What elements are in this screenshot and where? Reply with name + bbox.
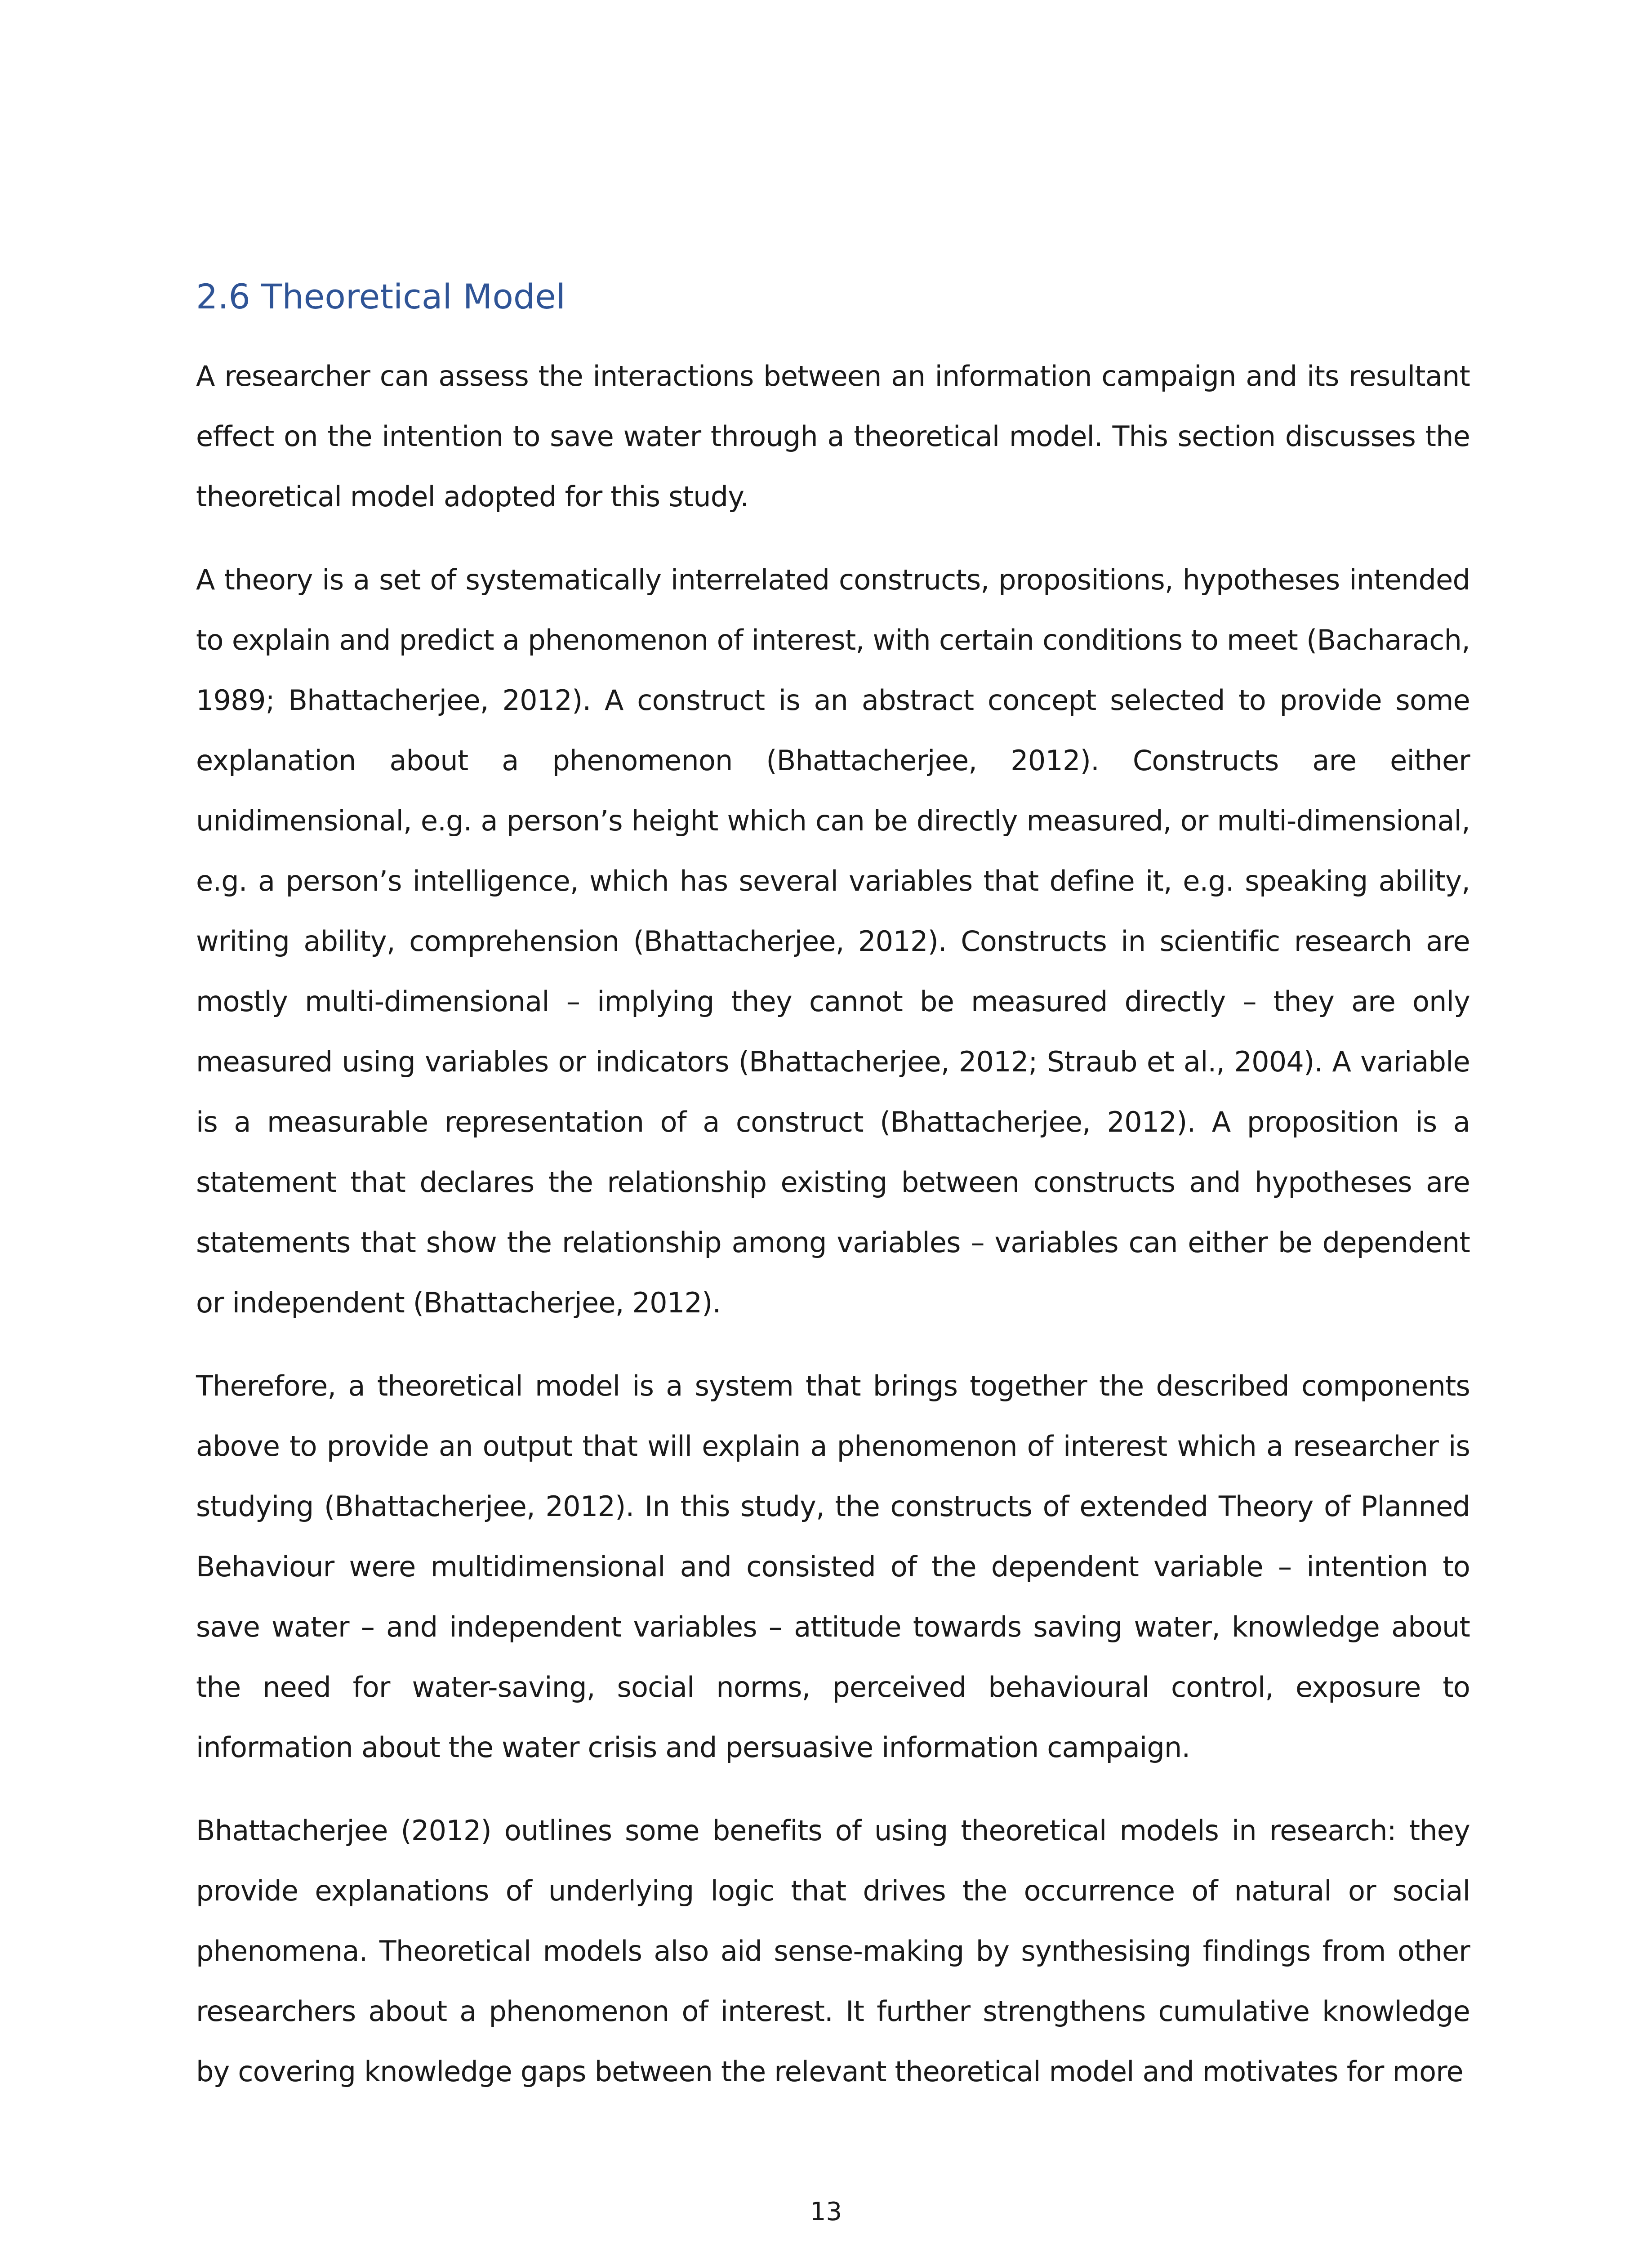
page-number: 13 xyxy=(810,2197,842,2226)
body-paragraph-2: A theory is a set of systematically interrelated constructs, propositions, hypotheses intended to explain and predict a phenomenon of interest, with certain conditions to meet (Bacharach, 1989; Bhattacherjee, 2012). A construct is an abstract concept selected to provide some explanation about a phenomenon (Bhattacherjee, 2012). Constructs are either unidimensional, e.g. a person’s height which can be directly measured, or multi-dimensional, e.g. a person’s intelligence, which has several variables that define it, e.g. speaking ability, writing ability, comprehension (Bhattacherjee, 2012). Constructs in scientific research are mostly multi-dimensional – implying they cannot be measured directly – they are only measured using variables or indicators (Bhattacherjee, 2012; Straub et al., 2004). A variable is a measurable representation of a construct (Bhattacherjee, 2012). A proposition is a statement that declares the relationship existing between constructs and hypotheses are statements that show the relationship among variables – variables can either be dependent or independent (Bhattacherjee, 2012). xyxy=(196,563,1470,1319)
body-paragraph-4: Bhattacherjee (2012) outlines some benefits of using theoretical models in research: they provide explanations of underlying logic that drives the occurrence of natural or social phenomena. Theoretical models also aid sense-making by synthesising findings from other researchers about a phenomenon of interest. It further strengthens cumulative knowledge by covering knowledge gaps between the relevant theoretical model and motivates for more xyxy=(196,1814,1470,2088)
body-paragraph-3: Therefore, a theoretical model is a system that brings together the described components above to provide an output that will explain a phenomenon of interest which a researcher is studying (Bhattacherjee, 2012). In this study, the constructs of extended Theory of Planned Behaviour were multidimensional and consisted of the dependent variable – intention to save water – and independent variables – attitude towards saving water, knowledge about the need for water-saving, social norms, perceived behavioural control, exposure to information about the water crisis and persuasive information campaign. xyxy=(196,1369,1470,1764)
section-heading: 2.6 Theoretical Model xyxy=(196,277,566,317)
page-content xyxy=(196,274,1470,2125)
body-paragraph-1: A researcher can assess the interactions between an information campaign and its resultant effect on the intention to save water through a theoretical model. This section discusses the theoretical model adopted for this study. xyxy=(196,360,1470,513)
